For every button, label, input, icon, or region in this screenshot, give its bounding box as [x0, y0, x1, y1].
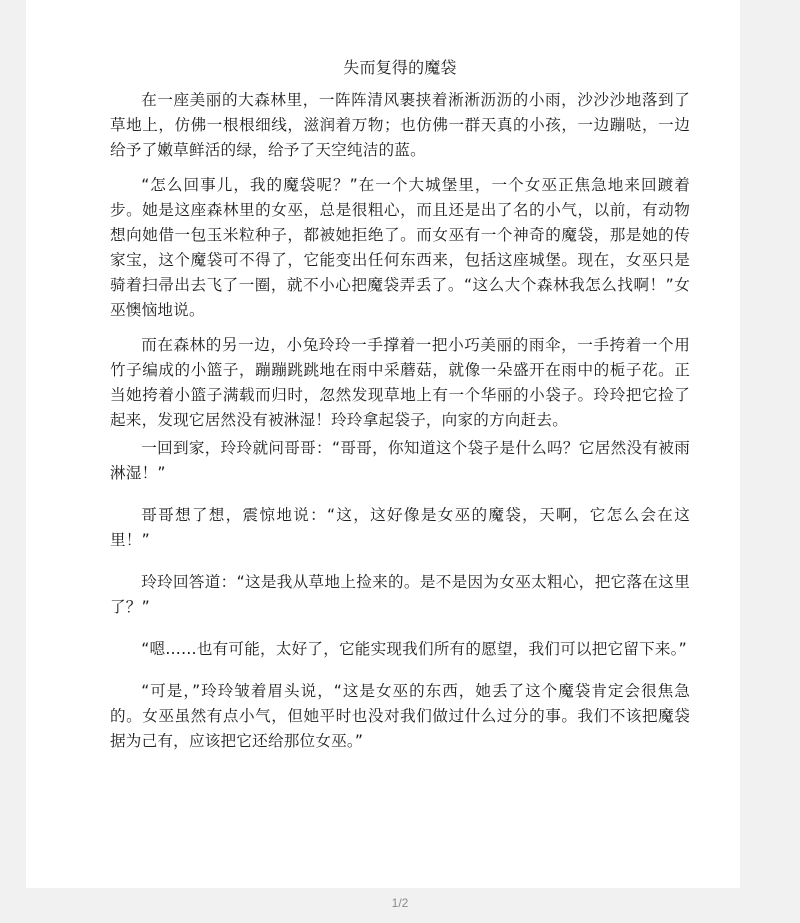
- page-content: [110, 56, 690, 754]
- page-title: 失而复得的魔袋: [343, 58, 457, 77]
- paragraph-5: 哥哥想了想，震惊地说：“这，这好像是女巫的魔袋，天啊，它怎么会在这里！”: [110, 506, 690, 549]
- document-page: [26, 0, 740, 888]
- page-indicator: 1/2: [391, 896, 409, 910]
- paragraph-2: “怎么回事儿，我的魔袋呢？”在一个大城堡里，一个女巫正焦急地来回踱着步。她是这座森林里的女巫，总是很粗心，而且还是出了名的小气，以前，有动物想向她借一包玉米粒种子，都被她拒绝了。而女巫有一个神奇的魔袋，那是她的传家宝，这个魔袋可不得了，它能变出任何东西来，包括这座城堡。现在，女巫只是骑着扫帚出去飞了一圈，就不小心把魔袋弄丢了。“这么大个森林我怎么找啊！”女巫懊恼地说。: [110, 176, 690, 319]
- paragraph-7: “嗯……也有可能，太好了，它能实现我们所有的愿望，我们可以把它留下来。”: [141, 640, 687, 658]
- paragraph-8: “可是，”玲玲皱着眉头说，“这是女巫的东西，她丢了这个魔袋肯定会很焦急的。女巫虽然有点小气，但她平时也没对我们做过什么过分的事。我们不该把魔袋据为己有，应该把它还给那位女巫。”: [110, 682, 690, 750]
- paragraph-1: 在一座美丽的大森林里，一阵阵清风裹挟着淅淅沥沥的小雨，沙沙沙地落到了草地上，仿佛一根根细线，滋润着万物；也仿佛一群天真的小孩，一边蹦哒，一边给予了嫩草鲜活的绿，给予了天空纯洁的蓝。: [110, 91, 690, 159]
- paragraph-4: 一回到家，玲玲就问哥哥：“哥哥，你知道这个袋子是什么吗？它居然没有被雨淋湿！”: [110, 439, 690, 482]
- paragraph-6: 玲玲回答道：“这是我从草地上捡来的。是不是因为女巫太粗心，把它落在这里了？”: [110, 573, 690, 616]
- paragraph-3: 而在森林的另一边，小兔玲玲一手撑着一把小巧美丽的雨伞，一手挎着一个用竹子编成的小篮子，蹦蹦跳跳地在雨中采蘑菇，就像一朵盛开在雨中的栀子花。正当她挎着小篮子满载而归时，忽然发现草地上有一个华丽的小袋子。玲玲把它捡了起来，发现它居然没有被淋湿！玲玲拿起袋子，向家的方向赶去。: [110, 336, 690, 429]
